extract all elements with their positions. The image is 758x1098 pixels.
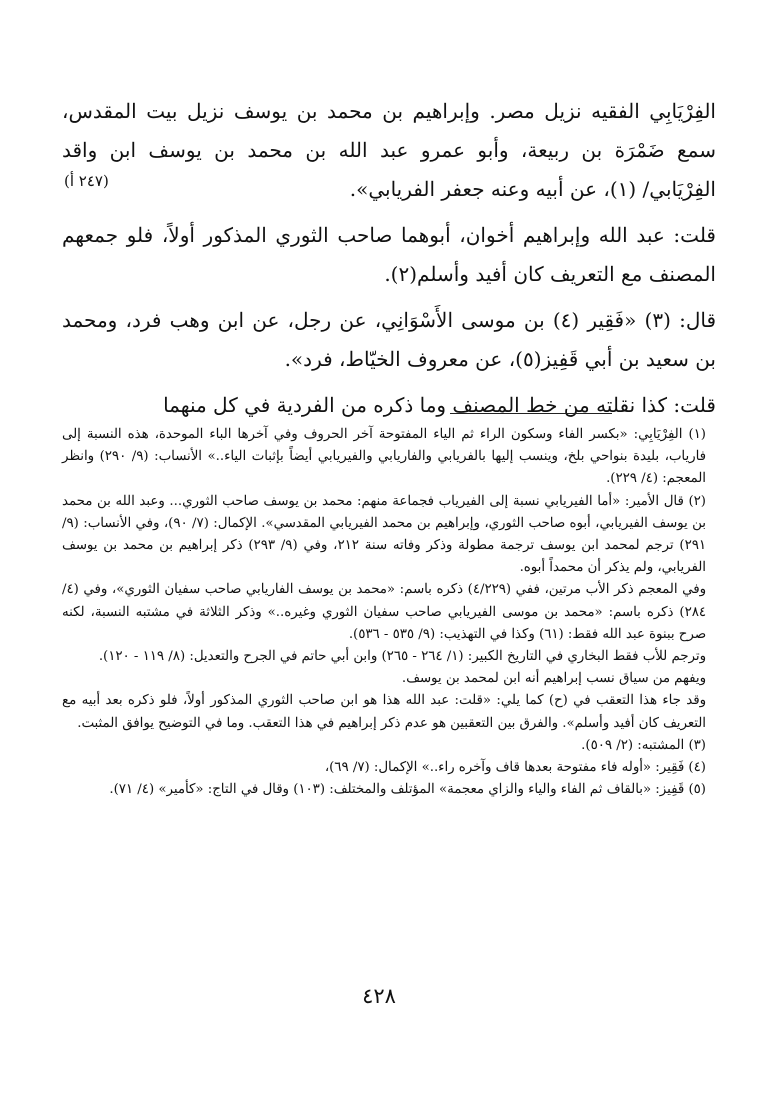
footnote-separator bbox=[450, 413, 612, 414]
footnote-2-continued: وقد جاء هذا التعقب في (ح) كما يلي: «قلت: عبد الله هذا هو ابن صاحب الثوري المذكور أولاً، فلو ذكره بعد أبيه مع التعريف كان أفيد وأسلم». والفرق بين التعقبين هو عدم ذكر إبراهيم في هذا التعقب. وما في التوضيح يوافق المثبت. bbox=[62, 693, 706, 731]
main-paragraph-1: الفِرْيَابِي الفقيه نزيل مصر. وإبراهيم بن محمد بن يوسف نزيل بيت المقدس، سمع ضَمْرَة بن ربيعة، وأبو عمرو عبد الله بن محمد بن يوسف ابن واقد الفِرْيَابي/ (١)، عن أبيه وعنه جعفر الفريابي». bbox=[62, 99, 716, 201]
footnote-2-continued: ويفهم من سياق نسب إبراهيم أنه ابن لمحمد بن يوسف. bbox=[401, 671, 706, 687]
page-number: ٤٢٨ bbox=[362, 984, 396, 1008]
main-paragraph-4: قلت: كذا نقلته من خط المصنف وما ذكره من الفردية في كل منهما bbox=[163, 393, 716, 417]
main-paragraph-3: قال: (٣) «فَقِير (٤) بن موسى الأَسْوَانِي، عن رجل، عن ابن وهب فرد، ومحمد بن سعيد بن أبي قَفِيز(٥)، عن معروف الخيّاط، فرد». bbox=[62, 308, 717, 371]
main-paragraph-2: قلت: عبد الله وإبراهيم أخوان، أبوهما صاحب الثوري المذكور أولاً، فلو جمعهم المصنف مع التعريف كان أفيد وأسلم(٢). bbox=[62, 223, 716, 286]
main-text bbox=[62, 92, 716, 425]
footnote-4: (٤) فَقِير: «أوله فاء مفتوحة بعدها قاف وآخره راء..» الإكمال: (٧/ ٦٩)، bbox=[324, 760, 706, 776]
footnote-2-continued: وترجم للأب فقط البخاري في التاريخ الكبير: (١/ ٢٦٤ - ٢٦٥) وابن أبي حاتم في الجرح والتعديل: (٨/ ١١٩ - ١٢٠). bbox=[98, 649, 706, 665]
footnote-2-continued: وفي المعجم ذكر الأب مرتين، ففي (٤/٢٢٩) ذكره باسم: «محمد بن يوسف الفاريابي صاحب سفيان الثوري»، وفي (٤/ ٢٨٤) ذكره باسم: «محمد بن موسى الفيريابي صاحب سفيان الثوري وغيره..» وذكر الثلاثة في مشتبه النسبة، لكنه صرح ببنوة عبد الله فقط: (٦١) وكذا في التهذيب: (٩/ ٥٣٥ - ٥٣٦). bbox=[62, 582, 706, 642]
manuscript-folio-marker: (٢٤٧ أ) bbox=[64, 172, 109, 190]
footnote-2: (٢) قال الأمير: «أما الفيريابي نسبة إلى الفيرياب فجماعة منهم: محمد بن يوسف صاحب الثوري... وعبد الله بن محمد بن يوسف الفيريابي، أبوه صاحب الثوري، وإبراهيم بن محمد الفيريابي المقدسي». الإكمال: (٧/ ٩٠)، وفي الأنساب: (٩/ ٢٩١) ترجم لمحمد ابن يوسف ترجمة مطولة وذكر وفاته سنة ٢١٢، وفي (٩/ ٢٩٣) ذكر إبراهيم بن محمد بن يوسف الفريابي، ولم يذكر أن محمداً أبوه. bbox=[62, 493, 706, 576]
footnote-3: (٣) المشتبه: (٢/ ٥٠٩). bbox=[581, 737, 706, 753]
footnotes bbox=[62, 424, 706, 801]
footnote-5: (٥) قَفِيز: «بالقاف ثم الفاء والياء والزاي معجمة» المؤتلف والمختلف: (١٠٣) وقال في التاج: «كأمير» (٤/ ٧١). bbox=[109, 782, 706, 798]
footnote-1: (١) الفِرْيَابِي: «بكسر الفاء وسكون الراء ثم الياء المفتوحة آخر الحروف وفي آخرها الباء الموحدة، هذه النسبة إلى فارياب، بليدة بنواحي بلخ، وينسب إليها بالفريابي والفاريابي والفيريابي أيضاً بإثبات الياء..» الأنساب: (٩/ ٢٩٠) وانظر المعجم: (٤/ ٢٢٩). bbox=[62, 427, 706, 487]
